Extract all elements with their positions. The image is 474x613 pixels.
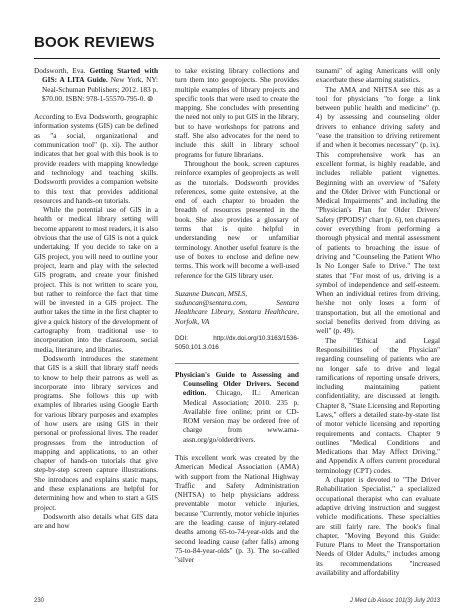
section-divider bbox=[175, 363, 299, 364]
review2-paragraph-1a: This excellent work was created by the American Medical Association (AMA) with support from the National Highway Traffic and Safety Administration (NHTSA) to help physicians address preventable motor vehicle injuries, because "Currently, motor vehicle injuries are the leading cause of injury-related deaths among 65-to-74-year-olds and the second leading cause (after falls) among 75-to-84-year-olds" (p. 3). The so-called "silver bbox=[175, 452, 299, 565]
journal-citation: J Med Lib Assoc 101(3) July 2013 bbox=[349, 598, 440, 604]
review1-author: Dodsworth, Eva. bbox=[34, 66, 90, 75]
review1-paragraph-1: According to Eva Dodsworth, geographic information systems (GIS) can be defined as "a social, organizational and communication tool" (p. xi). The author indicates that her goal with this book is to provide readers with mapping knowledge and technology and teaching skills. Dodsworth provides a companion website to this text that provides additional resources and hands-on tutorials. bbox=[34, 112, 158, 205]
review2-publication-details: Chicago, IL: American Medical Association; 2010. 235 p. Available free online; print or CD-ROM version may be ordered free of charge from www.ama-assn.org/go/olderdrivers. bbox=[183, 388, 299, 444]
review1-paragraph-4b: to take existing library collections and turn them into geoprojects. She provides multiple examples of library projects and specific tools that were used to create the mapping. She concludes with presenting the need not only to put GIS in the library, but to have workshops for patrons and staff. She also advocates for the need to include this skill in library school programs for future librarians. bbox=[175, 66, 299, 159]
spacer bbox=[175, 280, 299, 289]
spacer bbox=[175, 444, 299, 453]
review1-paragraph-2: While the potential use of GIS in a health or medical library setting will become apparent to most readers, it is also obvious that the use of GIS is not a quick undertaking. If you decide to take on a GIS project, you will need to outline your project, learn and play with the selected GIS program, and create your finished project. This is not written to scare you, but rather to reinforce the fact that time will be invested in a GIS project. The author takes the time in the first chapter to give a quick history of the development of cartography from traditional use to incorporation into the classroom, social media, literature, and libraries. bbox=[34, 205, 159, 354]
review1-paragraph-5: Throughout the book, screen captures reinforce examples of geoprojects as well as the tutorials. Dodsworth provides references, some quite extensive, at the end of each chapter to broaden the breadth of resources presented in the book. She also provides a glossary of terms that is quite helpful in understanding new or unfamiliar terminology. Another useful feature is the use of boxes to enclose and define new terms. This work will become a well-used reference for the GIS library user. bbox=[175, 158, 299, 280]
review1-paragraph-4a: Dodsworth also details what GIS data are and how bbox=[34, 511, 158, 531]
heading-rule bbox=[34, 58, 440, 59]
review2-paragraph-2: The AMA and NHTSA see this as a tool for physicians "to forge a link between public health and medicine" (p. 4) by assessing and counseling older drivers to enhance driving safety and "ease the transition to driving retirement if and when it becomes necessary" (p. ix). This comprehensive work has an excellent format, is highly readable, and includes reliable patient vignettes. Beginning with an overview of "Safety and the Older Driver with Functional or Medical Impairments" and including the "Physician's Plan for Older Drivers' Safety (PPODS)" chart (p. 6), ten chapters cover everything from performing a thorough physical and mental assessment of patients to broaching the issue of driving and "Counseling the Patient Who Is No Longer Safe to Drive." The text states that "For most of us, driving is a symbol of independence and self-esteem. When an individual retires from driving, he/she not only loses a form of transportation, but all the emotional and social benefits derived from driving as well" (p. 49). bbox=[316, 84, 440, 336]
page-heading: BOOK REVIEWS bbox=[34, 34, 155, 51]
review2-paragraph-4: A chapter is devoted to "The Driver Rehabilitation Specialist," a specialized occupational therapist who can evaluate adaptive driving instruction and suggest vehicle modifications. These specialties are still fairly rare. The book's final chapter, "Moving Beyond this Guide: Future Plans to Meet the Transportation Needs of Older Adults," includes among its recommendations "increased availability and affordability bbox=[316, 475, 440, 578]
column-middle bbox=[175, 66, 299, 565]
reviewer-name: Suzanne Duncan, MSLS, bbox=[175, 288, 248, 298]
spacer bbox=[34, 103, 158, 112]
reviewer-affiliation: sxduncan@sentara.com, Sentara Healthcare Library, Sentara Healthcare, Norfolk, VA bbox=[175, 298, 299, 326]
review1-doi: DOI: http://dx.doi.org/10.3163/1536-5050.101.3.016 bbox=[175, 335, 299, 352]
review1-citation bbox=[34, 66, 158, 103]
review1-paragraph-3: Dodsworth introduces the statement that GIS is a skill that library staff needs to know to help their patrons as well as incorporate into library services and programs. She follows this up with examples of libraries using Google Earth for various library purposes and examples of how users are using GIS in their personal or professional lives. The reader progresses from the introduction of mapping and applications, to an other chapter of hands-on tutorials that give step-by-step screen capture illustrations. She introduces and explains static maps, and these explanations are helpful for determining how and when to start a GIS project. bbox=[34, 353, 158, 512]
review2-paragraph-1b: tsunami" of aging Americans will only exacerbate these alarming statistics. bbox=[316, 66, 440, 85]
review2-book-title: Physician's Guide to Assessing and Counseling Older Drivers. Second edition. bbox=[175, 369, 299, 398]
review1-publication-details: New York, NY: Neal-Schuman Publishers; 2012. 183 p. $70.00. ISBN: 978-1-55570-795-0. ⊚ bbox=[42, 75, 158, 103]
review2-citation bbox=[175, 370, 299, 444]
column-left bbox=[34, 66, 158, 531]
review1-book-title: Getting Started with GIS: A LITA Guide. bbox=[42, 66, 158, 85]
page-number: 230 bbox=[34, 598, 45, 604]
column-right bbox=[316, 66, 440, 577]
review2-paragraph-3: The "Ethical and Legal Responsibilities of the Physician" regarding counseling of patients who are no longer safe to drive and legal ramifications of reporting unsafe drivers, including maintaining patient confidentiality, are discussed at length. Chapter 8, "State Licensing and Reporting Laws," offers a detailed state-by-state list of motor vehicle licensing and reporting requirements and contacts. Chapter 9 outlines "Medical Conditions and Medications that May Affect Driving," and Appendix A offers current procedural terminology (CPT) codes. bbox=[316, 335, 440, 475]
